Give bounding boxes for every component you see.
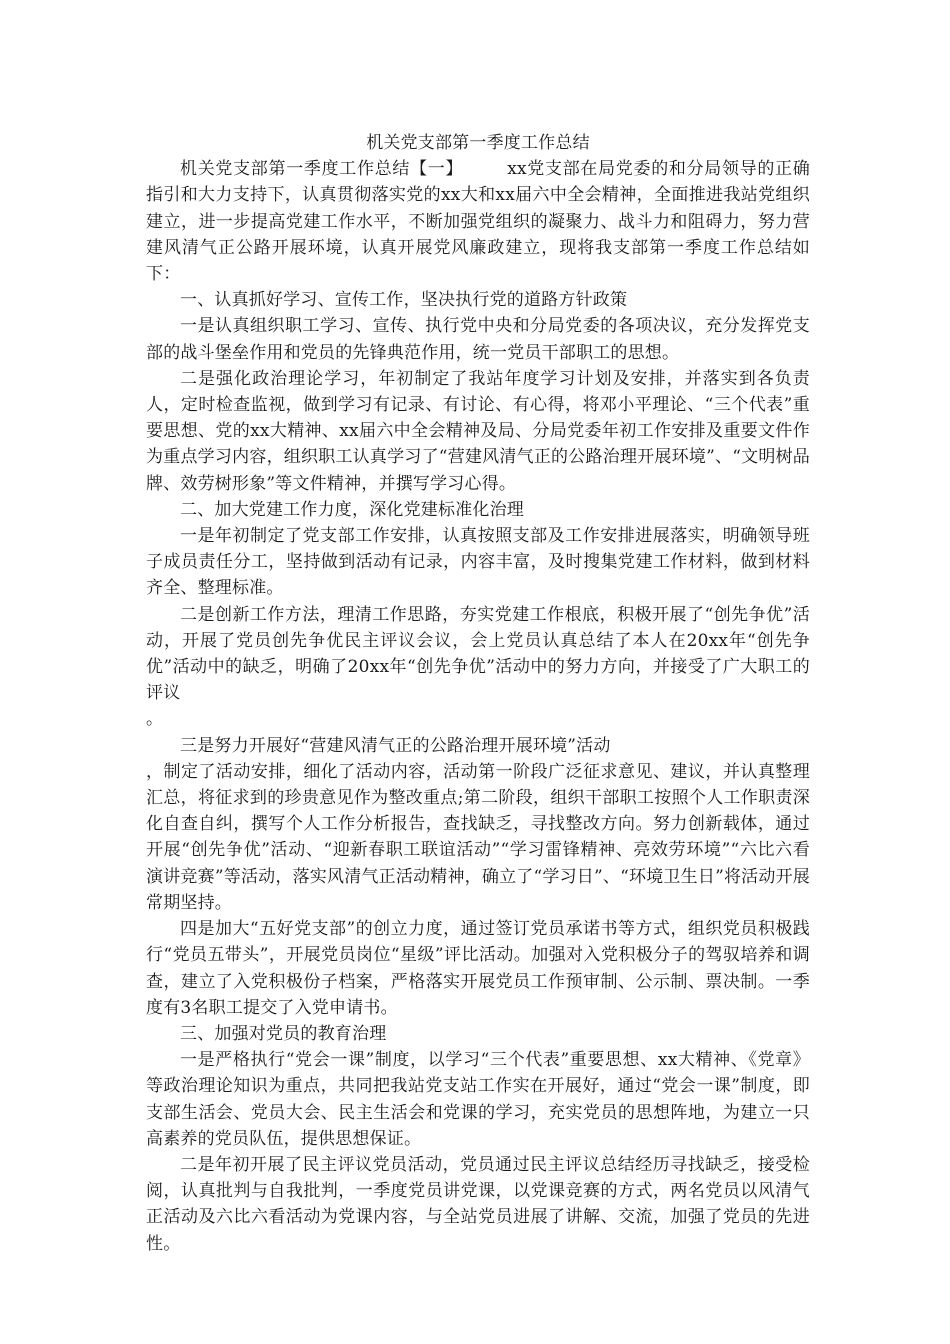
paragraph: 二是强化政治理论学习，年初制定了我站年度学习计划及安排，并落实到各负责人，定时检查监视，做到学习有记录、有讨论、有心得，将邓小平理论、“三个代表”重要思想、党的xx大精神、xx届六中全会精神及局、分局党委年初工作安排及重要文件作为重点学习内容，组织职工认真学习了“营建风清气正的公路治理开展环境”、“文明树品牌、效劳树形象”等文件精神，并撰写学习心得。 (146, 368, 810, 494)
intro-paragraph (146, 156, 810, 287)
intro-body: xx党支部在局党委的和分局领导的正确指引和大力支持下，认真贯彻落实党的xx大和xx届六中全会精神，全面推进我站党组织建立，进一步提高党建工作水平，不断加强党组织的凝聚力、战斗力和阻碍力，努力营建风清气正公路开展环境，认真开展党风廉政建立，现将我支部第一季度工作总结如下： (146, 159, 811, 285)
section-heading-3: 三、加强对党员的教育治理 (180, 1023, 387, 1044)
paragraph: 一是严格执行“党会一课”制度，以学习“三个代表”重要思想、xx大精神、《党章》等政治理论知识为重点，共同把我站党支站工作实在开展好，通过“党会一课”制度，即支部生活会、党员大会、民主生活会和党课的学习，充实党员的思想阵地，为建立一只高素养的党员队伍，提供思想保证。 (146, 1050, 810, 1149)
paragraph: 二是创新工作方法，理清工作思路，夯实党建工作根底，积极开展了“创先争优”活动，开展了党员创先争优民主评议会议，会上党员认真总结了本人在20xx年“创先争优”活动中的缺乏，明确了20xx年“创先争优”活动中的努力方向，并接受了广大职工的评议 (146, 604, 810, 704)
paragraph: 一是年初制定了党支部工作安排，认真按照支部及工作安排进展落实，明确领导班子成员责任分工，坚持做到活动有记录，内容丰富，及时搜集党建工作材料，做到材料齐全、整理标准。 (146, 526, 810, 599)
document-title: 机关党支部第一季度工作总结 (366, 133, 590, 153)
intro-lead: 机关党支部第一季度工作总结【一】 (180, 159, 464, 180)
paragraph-fragment: 。 (146, 709, 164, 730)
paragraph: 二是年初开展了民主评议党员活动，党员通过民主评议总结经历寻找缺乏，接受检阅，认真批判与自我批判，一季度党员讲党课，以党课竞赛的方式，两名党员以风清气正活动及六比六看活动为党课内容，与全站党员进展了讲解、交流，加强了党员的先进性。 (146, 1154, 810, 1254)
paragraph: 一是认真组织职工学习、宣传、执行党中央和分局党委的各项决议，充分发挥党支部的战斗堡垒作用和党员的先锋典范作用，统一党员干部职工的思想。 (146, 316, 810, 363)
paragraph: 三是努力开展好“营建风清气正的公路治理开展环境”活动 (180, 735, 611, 756)
section-heading-2: 二、加大党建工作力度，深化党建标准化治理 (180, 499, 524, 520)
section-heading-1: 一、认真抓好学习、宣传工作，坚决执行党的道路方针政策 (180, 290, 628, 311)
paragraph-continuation: ，制定了活动安排，细化了活动内容，活动第一阶段广泛征求意见、建议，并认真整理汇总，将征求到的珍贵意见作为整改重点;第二阶段，组织干部职工按照个人工作职责深化自查自纠，撰写个人工作分析报告，查找缺乏，寻找整改方向。努力创新载体，通过开展“创先争优”活动、“迎新春职工联谊活动”“学习雷锋精神、亮效劳环境”“六比六看演讲竞赛”等活动，落实风清气正活动精神，确立了“学习日”、“环境卫生日”将活动开展常期坚持。 (146, 761, 810, 913)
paragraph: 四是加大“五好党支部”的创立力度，通过签订党员承诺书等方式，组织党员积极践行“党员五带头”，开展党员岗位“星级”评比活动。加强对入党积极分子的驾驭培养和调查，建立了入党积极份子档案，严格落实开展党员工作预审制、公示制、票决制。一季度有3名职工提交了入党申请书。 (146, 919, 810, 1018)
document-body (146, 130, 810, 1257)
